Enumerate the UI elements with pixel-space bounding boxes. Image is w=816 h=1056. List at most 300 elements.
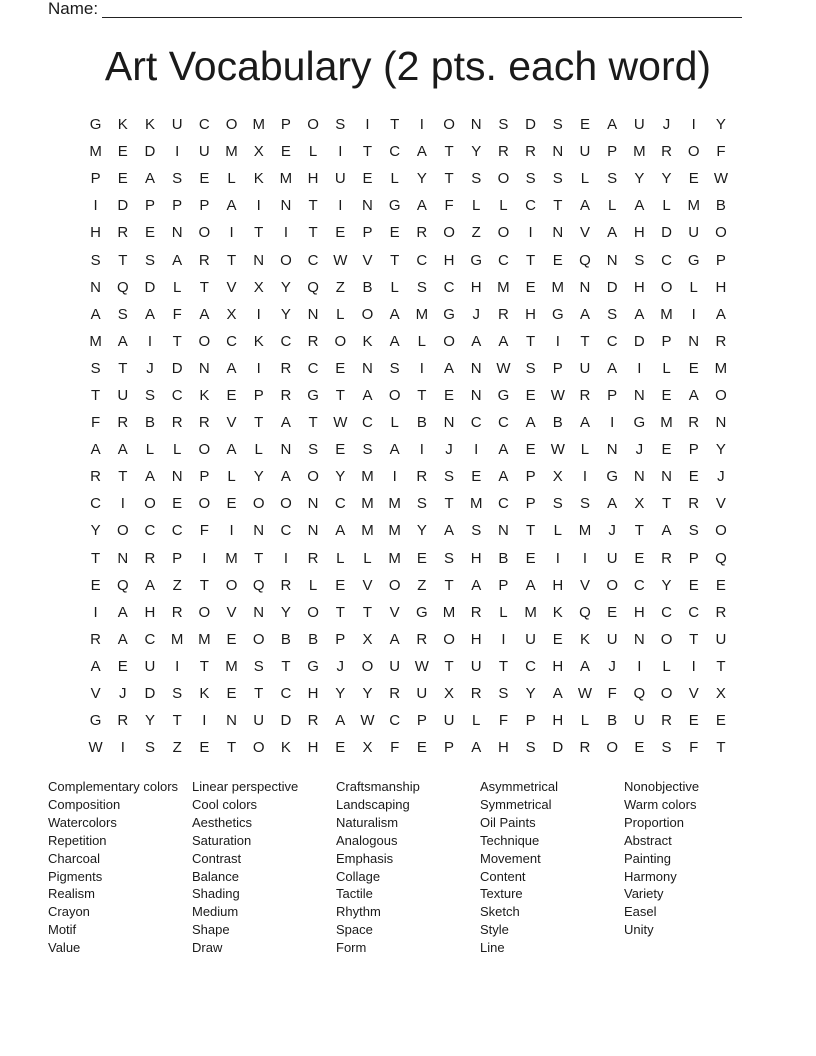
grid-letter[interactable]: N [633, 468, 645, 486]
grid-letter[interactable]: L [390, 170, 399, 188]
grid-letter[interactable]: R [90, 468, 102, 486]
grid-letter[interactable]: S [688, 522, 699, 540]
grid-letter[interactable]: U [334, 170, 346, 188]
grid-letter[interactable]: R [389, 685, 401, 703]
grid-letter[interactable]: O [225, 576, 238, 594]
grid-letter[interactable]: I [338, 143, 343, 161]
grid-letter[interactable]: H [144, 603, 156, 621]
grid-letter[interactable]: T [199, 278, 209, 296]
grid-letter[interactable]: O [307, 116, 319, 134]
grid-letter[interactable]: A [471, 739, 482, 757]
grid-letter[interactable]: A [471, 576, 482, 594]
grid-letter[interactable]: J [608, 522, 616, 540]
grid-letter[interactable]: O [252, 495, 265, 513]
grid-letter[interactable]: N [633, 386, 645, 404]
grid-letter[interactable]: L [254, 441, 263, 459]
grid-letter[interactable]: H [307, 170, 319, 188]
grid-letter[interactable]: N [253, 251, 265, 269]
grid-letter[interactable]: M [388, 522, 401, 540]
grid-letter[interactable]: E [525, 441, 536, 459]
grid-letter[interactable]: G [388, 197, 401, 215]
grid-letter[interactable]: M [225, 143, 238, 161]
grid-letter[interactable]: T [498, 657, 508, 675]
grid-letter[interactable]: T [91, 386, 101, 404]
grid-letter[interactable]: O [660, 278, 673, 296]
grid-letter[interactable]: U [525, 630, 537, 648]
grid-letter[interactable]: E [117, 170, 128, 188]
grid-letter[interactable]: R [198, 414, 210, 432]
grid-letter[interactable]: N [497, 522, 509, 540]
grid-letter[interactable]: Z [471, 224, 481, 242]
grid-letter[interactable]: M [633, 143, 646, 161]
grid-letter[interactable]: M [524, 603, 537, 621]
grid-letter[interactable]: U [633, 712, 645, 730]
grid-letter[interactable]: L [662, 359, 671, 377]
grid-letter[interactable]: A [335, 712, 346, 730]
grid-letter[interactable]: P [172, 197, 183, 215]
grid-letter[interactable]: C [497, 495, 509, 513]
grid-letter[interactable]: W [496, 359, 511, 377]
grid-letter[interactable]: U [579, 143, 591, 161]
grid-letter[interactable]: O [198, 495, 211, 513]
grid-letter[interactable]: N [688, 332, 700, 350]
grid-letter[interactable]: S [498, 116, 509, 134]
grid-letter[interactable]: A [144, 305, 155, 323]
grid-letter[interactable]: J [662, 116, 671, 134]
grid-letter[interactable]: X [715, 685, 726, 703]
grid-letter[interactable]: P [144, 197, 155, 215]
grid-letter[interactable]: A [280, 468, 291, 486]
grid-letter[interactable]: K [117, 116, 128, 134]
grid-letter[interactable]: S [607, 305, 618, 323]
grid-letter[interactable]: N [661, 468, 672, 486]
grid-letter[interactable]: A [90, 657, 101, 675]
grid-letter[interactable]: R [688, 495, 700, 513]
grid-letter[interactable]: M [361, 522, 374, 540]
grid-letter[interactable]: E [226, 685, 237, 703]
grid-letter[interactable]: L [390, 414, 399, 432]
grid-letter[interactable]: H [470, 278, 482, 296]
grid-letter[interactable]: E [335, 359, 346, 377]
grid-letter[interactable]: L [172, 278, 182, 296]
grid-letter[interactable]: C [144, 630, 156, 648]
grid-letter[interactable]: I [528, 224, 533, 242]
grid-letter[interactable]: M [578, 522, 592, 540]
grid-letter[interactable]: C [198, 116, 210, 134]
grid-letter[interactable]: A [444, 359, 455, 377]
grid-letter[interactable]: S [661, 739, 672, 757]
grid-letter[interactable]: N [362, 197, 373, 215]
grid-letter[interactable]: L [172, 441, 182, 459]
grid-letter[interactable]: O [715, 224, 727, 242]
grid-letter[interactable]: U [117, 386, 129, 404]
grid-letter[interactable]: V [389, 603, 400, 621]
grid-letter[interactable]: U [389, 657, 401, 675]
grid-letter[interactable]: E [661, 441, 672, 459]
grid-letter[interactable]: V [226, 603, 237, 621]
grid-letter[interactable]: I [691, 305, 696, 323]
grid-letter[interactable]: E [280, 143, 291, 161]
grid-letter[interactable]: S [90, 251, 101, 269]
grid-letter[interactable]: E [335, 224, 346, 242]
grid-letter[interactable]: Y [634, 170, 645, 188]
grid-letter[interactable]: A [525, 414, 536, 432]
grid-letter[interactable]: L [607, 197, 617, 215]
grid-letter[interactable]: L [227, 468, 236, 486]
grid-letter[interactable]: I [93, 603, 98, 621]
grid-letter[interactable]: C [334, 495, 346, 513]
grid-letter[interactable]: D [144, 143, 156, 161]
grid-letter[interactable]: E [226, 630, 237, 648]
grid-letter[interactable]: T [335, 386, 345, 404]
grid-letter[interactable]: I [637, 359, 642, 377]
grid-letter[interactable]: P [416, 712, 427, 730]
grid-letter[interactable]: D [525, 116, 537, 134]
grid-letter[interactable]: I [637, 657, 642, 675]
grid-letter[interactable]: V [579, 224, 590, 242]
grid-letter[interactable]: E [661, 386, 672, 404]
grid-letter[interactable]: A [661, 522, 672, 540]
grid-letter[interactable]: O [687, 143, 700, 161]
grid-letter[interactable]: O [280, 251, 292, 269]
grid-letter[interactable]: A [579, 414, 590, 432]
grid-letter[interactable]: R [416, 630, 428, 648]
grid-letter[interactable]: N [552, 143, 564, 161]
grid-letter[interactable]: P [607, 386, 618, 404]
grid-letter[interactable]: E [607, 603, 618, 621]
grid-letter[interactable]: K [199, 685, 210, 703]
grid-letter[interactable]: A [607, 116, 618, 134]
grid-letter[interactable]: I [93, 197, 98, 215]
grid-letter[interactable]: C [633, 576, 645, 594]
grid-letter[interactable]: A [335, 522, 346, 540]
grid-letter[interactable]: M [225, 549, 238, 567]
grid-letter[interactable]: E [199, 739, 210, 757]
grid-letter[interactable]: S [144, 386, 155, 404]
grid-letter[interactable]: A [280, 414, 291, 432]
grid-letter[interactable]: T [716, 739, 726, 757]
grid-letter[interactable]: C [280, 332, 292, 350]
grid-letter[interactable]: T [118, 468, 128, 486]
grid-letter[interactable]: I [582, 549, 588, 567]
grid-letter[interactable]: G [497, 386, 510, 404]
grid-letter[interactable]: N [280, 197, 292, 215]
grid-letter[interactable]: P [607, 143, 618, 161]
grid-letter[interactable]: S [172, 170, 183, 188]
grid-letter[interactable]: Y [416, 522, 427, 540]
grid-letter[interactable]: M [361, 468, 374, 486]
grid-letter[interactable]: P [552, 359, 563, 377]
grid-letter[interactable]: U [171, 116, 183, 134]
grid-letter[interactable]: M [660, 305, 673, 323]
grid-letter[interactable]: H [633, 278, 645, 296]
grid-letter[interactable]: R [470, 685, 482, 703]
grid-letter[interactable]: T [716, 657, 726, 675]
grid-letter[interactable]: E [688, 576, 699, 594]
grid-letter[interactable]: E [525, 278, 536, 296]
grid-letter[interactable]: M [497, 278, 510, 296]
grid-letter[interactable]: T [335, 603, 345, 621]
grid-letter[interactable]: P [335, 630, 346, 648]
grid-letter[interactable]: E [117, 657, 128, 675]
grid-letter[interactable]: F [716, 143, 726, 161]
grid-letter[interactable]: O [443, 630, 455, 648]
grid-letter[interactable]: S [471, 170, 482, 188]
grid-letter[interactable]: L [553, 522, 562, 540]
grid-letter[interactable]: M [198, 630, 211, 648]
grid-letter[interactable]: S [444, 468, 455, 486]
grid-letter[interactable]: F [498, 712, 508, 730]
grid-letter[interactable]: S [552, 170, 563, 188]
grid-letter[interactable]: N [307, 305, 319, 323]
grid-letter[interactable]: I [256, 359, 261, 377]
grid-letter[interactable]: A [688, 386, 699, 404]
grid-letter[interactable]: W [550, 441, 565, 459]
grid-letter[interactable]: L [363, 549, 372, 567]
grid-letter[interactable]: T [444, 495, 454, 513]
grid-letter[interactable]: A [199, 305, 210, 323]
grid-letter[interactable]: W [550, 386, 565, 404]
grid-letter[interactable]: P [525, 468, 536, 486]
grid-letter[interactable]: W [577, 685, 593, 703]
grid-letter[interactable]: R [688, 414, 700, 432]
grid-letter[interactable]: C [307, 251, 319, 269]
grid-letter[interactable]: E [416, 549, 427, 567]
grid-letter[interactable]: L [390, 278, 399, 296]
grid-letter[interactable]: T [689, 630, 699, 648]
grid-letter[interactable]: R [661, 143, 672, 161]
grid-letter[interactable]: N [307, 495, 319, 513]
grid-letter[interactable]: O [198, 332, 211, 350]
grid-letter[interactable]: G [89, 116, 102, 134]
grid-letter[interactable]: C [90, 495, 102, 513]
grid-letter[interactable]: J [717, 468, 725, 486]
grid-letter[interactable]: Y [335, 468, 346, 486]
grid-letter[interactable]: E [715, 712, 726, 730]
grid-letter[interactable]: T [526, 251, 536, 269]
grid-letter[interactable]: U [416, 685, 428, 703]
grid-letter[interactable]: S [362, 441, 373, 459]
grid-letter[interactable]: R [307, 549, 319, 567]
grid-letter[interactable]: P [253, 386, 264, 404]
grid-letter[interactable]: G [416, 603, 428, 621]
grid-letter[interactable]: T [226, 251, 237, 269]
grid-letter[interactable]: S [552, 116, 563, 134]
grid-letter[interactable]: G [443, 305, 455, 323]
grid-letter[interactable]: F [172, 305, 182, 323]
grid-letter[interactable]: K [362, 332, 373, 350]
grid-letter[interactable]: A [607, 224, 618, 242]
grid-letter[interactable]: P [199, 468, 210, 486]
grid-letter[interactable]: J [635, 441, 644, 459]
grid-letter[interactable]: T [390, 116, 400, 134]
grid-letter[interactable]: H [307, 739, 319, 757]
grid-letter[interactable]: B [715, 197, 726, 215]
grid-letter[interactable]: P [90, 170, 101, 188]
grid-letter[interactable]: T [417, 386, 427, 404]
grid-letter[interactable]: C [280, 522, 292, 540]
grid-letter[interactable]: D [280, 712, 292, 730]
grid-letter[interactable]: R [307, 332, 319, 350]
grid-letter[interactable]: L [580, 441, 590, 459]
grid-letter[interactable]: A [362, 386, 373, 404]
grid-letter[interactable]: O [116, 522, 129, 540]
grid-letter[interactable]: A [90, 305, 101, 323]
grid-letter[interactable]: U [579, 359, 591, 377]
grid-letter[interactable]: T [526, 332, 536, 350]
grid-letter[interactable]: L [336, 305, 345, 323]
grid-letter[interactable]: T [254, 224, 264, 242]
grid-letter[interactable]: H [633, 224, 645, 242]
grid-letter[interactable]: C [525, 197, 537, 215]
grid-letter[interactable]: N [470, 359, 482, 377]
grid-letter[interactable]: S [144, 251, 155, 269]
grid-letter[interactable]: N [633, 630, 645, 648]
grid-letter[interactable]: M [388, 549, 401, 567]
grid-letter[interactable]: S [144, 739, 155, 757]
grid-letter[interactable]: L [308, 143, 318, 161]
grid-letter[interactable]: G [307, 386, 319, 404]
grid-letter[interactable]: S [416, 495, 427, 513]
grid-letter[interactable]: U [688, 224, 700, 242]
grid-letter[interactable]: S [607, 170, 618, 188]
grid-letter[interactable]: T [308, 414, 318, 432]
grid-letter[interactable]: R [579, 386, 591, 404]
grid-letter[interactable]: Q [579, 251, 591, 269]
grid-letter[interactable]: A [498, 332, 509, 350]
grid-letter[interactable]: X [634, 495, 645, 513]
grid-letter[interactable]: N [171, 468, 183, 486]
grid-letter[interactable]: I [392, 468, 397, 486]
grid-letter[interactable]: A [90, 441, 101, 459]
grid-letter[interactable]: L [472, 197, 481, 215]
grid-letter[interactable]: P [362, 224, 373, 242]
grid-letter[interactable]: R [661, 712, 672, 730]
grid-letter[interactable]: O [443, 116, 455, 134]
grid-letter[interactable]: P [715, 251, 726, 269]
grid-letter[interactable]: B [280, 630, 291, 648]
grid-letter[interactable]: E [471, 468, 482, 486]
grid-letter[interactable]: T [254, 549, 264, 567]
grid-letter[interactable]: O [198, 603, 211, 621]
grid-letter[interactable]: B [144, 414, 155, 432]
grid-letter[interactable]: X [362, 630, 373, 648]
grid-letter[interactable]: O [606, 739, 618, 757]
grid-letter[interactable]: J [608, 657, 616, 675]
grid-letter[interactable]: I [120, 495, 125, 513]
grid-letter[interactable]: T [118, 359, 128, 377]
grid-letter[interactable]: I [582, 468, 588, 486]
grid-letter[interactable]: O [307, 468, 319, 486]
grid-letter[interactable]: R [497, 143, 509, 161]
grid-letter[interactable]: S [253, 657, 264, 675]
grid-letter[interactable]: W [333, 251, 348, 269]
grid-letter[interactable]: I [691, 657, 696, 675]
grid-letter[interactable]: L [499, 197, 508, 215]
grid-letter[interactable]: I [283, 549, 288, 567]
grid-letter[interactable]: M [388, 495, 401, 513]
grid-letter[interactable]: N [443, 414, 455, 432]
grid-letter[interactable]: A [144, 468, 155, 486]
grid-letter[interactable]: Q [633, 685, 646, 703]
grid-letter[interactable]: I [365, 116, 370, 134]
grid-letter[interactable]: K [253, 170, 264, 188]
grid-letter[interactable]: K [552, 603, 563, 621]
grid-letter[interactable]: C [497, 251, 509, 269]
grid-letter[interactable]: T [362, 603, 373, 621]
grid-letter[interactable]: M [714, 359, 728, 377]
grid-letter[interactable]: I [610, 414, 615, 432]
grid-letter[interactable]: E [90, 576, 101, 594]
grid-letter[interactable]: T [254, 414, 264, 432]
grid-letter[interactable]: D [552, 739, 564, 757]
grid-letter[interactable]: T [199, 576, 209, 594]
grid-letter[interactable]: S [90, 359, 101, 377]
grid-letter[interactable]: Z [335, 278, 345, 296]
name-underline[interactable] [102, 2, 742, 18]
grid-letter[interactable]: M [89, 332, 102, 350]
grid-letter[interactable]: Q [252, 576, 265, 594]
grid-letter[interactable]: W [713, 170, 728, 188]
grid-letter[interactable]: E [634, 739, 645, 757]
grid-letter[interactable]: T [91, 549, 101, 567]
grid-letter[interactable]: E [226, 386, 237, 404]
grid-letter[interactable]: X [253, 278, 264, 296]
grid-letter[interactable]: T [226, 739, 237, 757]
grid-letter[interactable]: H [552, 712, 564, 730]
grid-letter[interactable]: W [414, 657, 429, 675]
grid-letter[interactable]: N [117, 549, 129, 567]
grid-letter[interactable]: L [580, 712, 590, 730]
grid-letter[interactable]: A [389, 441, 400, 459]
grid-letter[interactable]: C [144, 522, 156, 540]
grid-letter[interactable]: T [580, 332, 590, 350]
grid-letter[interactable]: V [362, 251, 373, 269]
grid-letter[interactable]: I [256, 197, 261, 215]
grid-letter[interactable]: K [280, 739, 291, 757]
grid-letter[interactable]: B [552, 414, 563, 432]
grid-letter[interactable]: N [226, 712, 237, 730]
grid-letter[interactable]: U [144, 657, 156, 675]
grid-letter[interactable]: T [199, 657, 209, 675]
grid-letter[interactable]: A [389, 630, 400, 648]
grid-letter[interactable]: Y [362, 685, 373, 703]
grid-letter[interactable]: L [227, 170, 236, 188]
grid-letter[interactable]: D [661, 224, 672, 242]
grid-letter[interactable]: X [362, 739, 373, 757]
grid-letter[interactable]: A [552, 685, 563, 703]
grid-letter[interactable]: H [307, 685, 319, 703]
grid-letter[interactable]: Y [280, 278, 291, 296]
grid-letter[interactable]: G [307, 657, 319, 675]
grid-letter[interactable]: M [225, 657, 238, 675]
grid-letter[interactable]: V [226, 278, 237, 296]
grid-letter[interactable]: P [444, 739, 455, 757]
grid-letter[interactable]: N [470, 116, 482, 134]
grid-letter[interactable]: C [416, 251, 428, 269]
grid-letter[interactable]: C [606, 332, 618, 350]
grid-letter[interactable]: O [715, 386, 727, 404]
grid-letter[interactable]: M [469, 495, 483, 513]
grid-letter[interactable]: R [307, 712, 319, 730]
grid-letter[interactable]: H [90, 224, 102, 242]
grid-letter[interactable]: E [226, 495, 237, 513]
grid-letter[interactable]: B [308, 630, 319, 648]
grid-letter[interactable]: E [335, 576, 346, 594]
grid-letter[interactable]: S [471, 522, 482, 540]
grid-letter[interactable]: F [390, 739, 400, 757]
grid-letter[interactable]: M [660, 414, 673, 432]
